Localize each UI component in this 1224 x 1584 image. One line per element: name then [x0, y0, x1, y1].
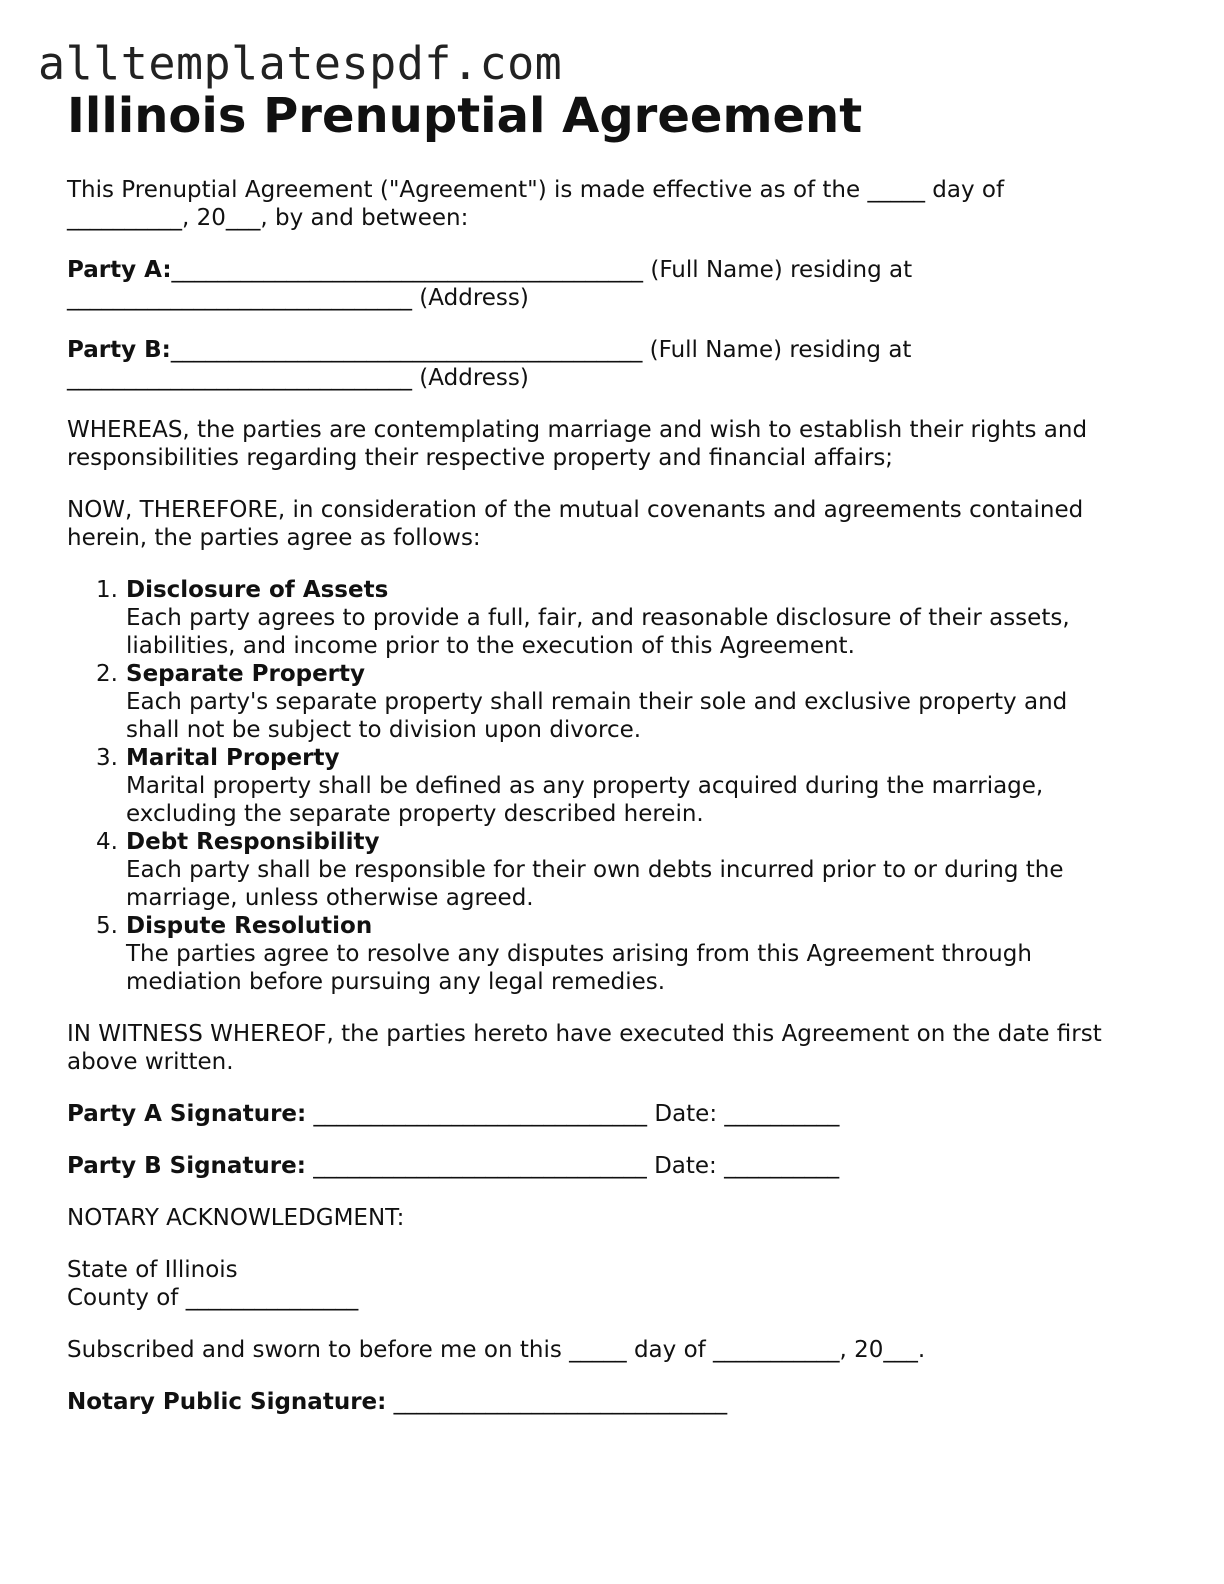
notary-signature-line [67, 1388, 1157, 1416]
term-item [67, 576, 1157, 660]
document-page [67, 88, 1157, 1416]
party-b-signature-line [67, 1152, 1157, 1180]
sworn-line: Subscribed and sworn to before me on this _____ day of ___________, 20___. [67, 1337, 926, 1363]
term-number: 5. [96, 913, 118, 939]
intro-paragraph [67, 176, 1157, 232]
term-text-line-2: mediation before pursuing any legal remedies. [126, 969, 666, 995]
county-line: County of _______________ [67, 1285, 359, 1311]
notary-heading: NOTARY ACKNOWLEDGMENT: [67, 1205, 405, 1231]
now-therefore-paragraph [67, 496, 1157, 552]
party-a-signature-line [67, 1100, 1157, 1128]
party-a-block [67, 256, 1157, 312]
term-number: 4. [96, 829, 118, 855]
party-b-name-field: _________________________________________ (Full Name) residing at [170, 337, 912, 363]
term-title: Marital Property [126, 745, 340, 771]
term-item [67, 744, 1157, 828]
term-text-line-1: Marital property shall be defined as any property acquired during the marriage, [126, 773, 1044, 799]
term-title: Dispute Resolution [126, 913, 373, 939]
state-line: State of Illinois [67, 1257, 238, 1283]
term-item [67, 912, 1157, 996]
whereas-paragraph [67, 416, 1157, 472]
party-a-line-1 [67, 256, 1157, 284]
term-text-line-1: Each party agrees to provide a full, fair, and reasonable disclosure of their assets, [126, 605, 1070, 631]
intro-line-2: __________, 20___, by and between: [67, 205, 469, 231]
witness-paragraph [67, 1020, 1157, 1076]
notary-signature-label: Notary Public Signature: [67, 1389, 387, 1415]
term-text-line-2: marriage, unless otherwise agreed. [126, 885, 534, 911]
party-b-block [67, 336, 1157, 392]
party-b-label: Party B: [67, 337, 171, 363]
terms-list [67, 576, 1157, 996]
witness-line-2: above written. [67, 1049, 234, 1075]
party-b-line-1 [67, 336, 1157, 364]
whereas-line-1: WHEREAS, the parties are contemplating marriage and wish to establish their rights and [67, 417, 1088, 443]
term-text-line-1: The parties agree to resolve any disputes arising from this Agreement through [126, 941, 1032, 967]
intro-line-1: This Prenuptial Agreement ("Agreement") is made effective as of the _____ day of [67, 177, 1005, 203]
party-a-label: Party A: [67, 257, 172, 283]
term-title: Disclosure of Assets [126, 577, 389, 603]
term-number: 1. [96, 577, 118, 603]
document-title: Illinois Prenuptial Agreement [67, 88, 863, 144]
term-title: Debt Responsibility [126, 829, 380, 855]
witness-line-1: IN WITNESS WHEREOF, the parties hereto have executed this Agreement on the date first [67, 1021, 1102, 1047]
party-a-address-field: ______________________________ (Address) [67, 285, 529, 311]
term-text-line-2: shall not be subject to division upon divorce. [126, 717, 642, 743]
party-b-address-field: ______________________________ (Address) [67, 365, 529, 391]
party-a-signature-label: Party A Signature: [67, 1101, 307, 1127]
party-b-signature-field: _____________________________ Date: __________ [305, 1153, 840, 1179]
now-therefore-line-1: NOW, THEREFORE, in consideration of the mutual covenants and agreements contained [67, 497, 1084, 523]
term-title: Separate Property [126, 661, 366, 687]
term-text-line-2: excluding the separate property described herein. [126, 801, 704, 827]
term-text-line-1: Each party shall be responsible for their own debts incurred prior to or during the [126, 857, 1064, 883]
party-a-signature-field: _____________________________ Date: __________ [306, 1101, 840, 1127]
notary-signature-field: _____________________________ [386, 1389, 728, 1415]
term-item [67, 828, 1157, 912]
term-item [67, 660, 1157, 744]
party-b-signature-label: Party B Signature: [67, 1153, 306, 1179]
venue-block [67, 1256, 1157, 1312]
whereas-line-2: responsibilities regarding their respective property and financial affairs; [67, 445, 894, 471]
party-a-name-field: _________________________________________ (Full Name) residing at [171, 257, 913, 283]
term-number: 3. [96, 745, 118, 771]
term-number: 2. [96, 661, 118, 687]
term-text-line-1: Each party's separate property shall remain their sole and exclusive property and [126, 689, 1068, 715]
watermark: alltemplatespdf.com [38, 37, 563, 90]
now-therefore-line-2: herein, the parties agree as follows: [67, 525, 481, 551]
term-text-line-2: liabilities, and income prior to the execution of this Agreement. [126, 633, 855, 659]
